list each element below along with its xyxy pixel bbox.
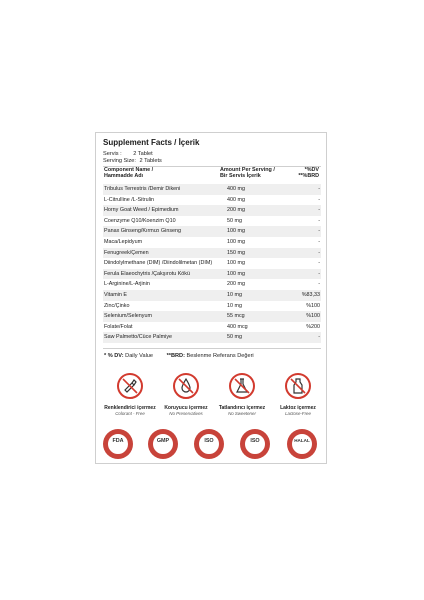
- column-header-name: [104, 167, 153, 180]
- ingredient-dv: -: [318, 217, 320, 224]
- ingredient-name: Maca/Lepidyum: [104, 238, 143, 245]
- table-row: [103, 248, 321, 259]
- serving-size-label: Serving Size:: [103, 158, 136, 164]
- ingredient-name: Ferula Elaeochytris /Çakşırotu Kökü: [104, 270, 190, 277]
- supplement-facts-panel: [95, 132, 327, 464]
- ingredient-name: Zinc/Çinko: [104, 302, 130, 309]
- ingredient-dv: -: [318, 270, 320, 277]
- column-header-name-line2: Hammadde Adı: [104, 173, 144, 180]
- badge-subtitle: Lactose-Free: [285, 411, 311, 416]
- ingredient-amount: 50 mg: [227, 334, 242, 341]
- panel-title: Supplement Facts / İçerik: [103, 138, 200, 147]
- ingredient-name: Folate/Folat: [104, 323, 133, 330]
- serving-size-value: 2 Tablets: [139, 158, 162, 164]
- ingredient-dv: -: [318, 186, 320, 192]
- servis-value: 2 Tablet: [133, 151, 153, 157]
- table-row: [103, 290, 321, 301]
- column-header-dv-line1: *%DV: [304, 167, 319, 173]
- iso-22000-seal-text: ISO: [250, 438, 260, 444]
- ingredient-dv: -: [318, 260, 320, 267]
- ingredient-amount: 400 mcg: [227, 323, 248, 330]
- ingredient-dv: %100: [306, 313, 320, 320]
- table-row: [103, 184, 321, 195]
- badge-subtitle: No Sweetener: [228, 411, 256, 416]
- badge-subtitle: Colorant - Free: [115, 411, 145, 416]
- ingredient-amount: 400 mg: [227, 186, 245, 192]
- table-row: [103, 226, 321, 237]
- ingredient-name: Diindolylmethane (DIM) /Diindolilmetan (DIM): [104, 260, 213, 267]
- table-row: [103, 237, 321, 248]
- ingredient-dv: %100: [306, 302, 320, 309]
- servis-line: [103, 151, 153, 157]
- ingredient-table: [103, 184, 321, 343]
- gmp-seal-icon: [148, 429, 178, 459]
- table-row: [103, 322, 321, 333]
- column-header-amount-line2: Bir Servis İçerik: [220, 173, 261, 180]
- ingredient-name: L-Citrulline /L-Sitrulin: [104, 196, 155, 203]
- ingredient-amount: 100 mg: [227, 260, 245, 267]
- notes-divider: [103, 348, 321, 349]
- ingredient-amount: 55 mcg: [227, 313, 245, 320]
- dv-text: Daily Value: [125, 353, 154, 359]
- lactose-free-icon: [285, 373, 311, 399]
- ingredient-name: Saw Palmetto/Cüce Palmiye: [104, 334, 173, 341]
- ingredient-amount: 50 mg: [227, 217, 242, 224]
- column-header-name-line1: Component Name /: [104, 167, 154, 173]
- dv-key: * % DV:: [104, 353, 124, 359]
- badge-label-sweetener: [214, 405, 270, 416]
- ingredient-dv: -: [318, 196, 320, 203]
- ingredient-amount: 10 mg: [227, 291, 242, 298]
- ingredient-name: Selenium/Selenyum: [104, 313, 152, 320]
- ingredient-name: L-Arginine/L-Arjinin: [104, 281, 150, 288]
- ingredient-dv: -: [318, 249, 320, 256]
- no-sweetener-icon: [229, 373, 255, 399]
- table-row: [103, 332, 321, 343]
- iso-seal-text: ISO: [204, 438, 214, 444]
- table-row: [103, 269, 321, 280]
- table-row: [103, 279, 321, 290]
- ingredient-name: Vitamin E: [104, 291, 127, 298]
- badge-title: Renklendirici içermez: [104, 405, 156, 411]
- column-header-amount: [220, 167, 275, 180]
- table-row: [103, 311, 321, 322]
- ingredient-amount: 150 mg: [227, 249, 245, 256]
- ingredient-dv: -: [318, 334, 320, 341]
- ingredient-amount: 100 mg: [227, 270, 245, 277]
- no-colorant-icon: [117, 373, 143, 399]
- column-header-amount-line1: Amount Per Serving /: [220, 167, 275, 173]
- ingredient-dv: %200: [306, 323, 320, 330]
- column-header-dv-line2: **%BRD: [298, 173, 319, 180]
- ingredient-dv: %83,33: [301, 291, 320, 298]
- ingredient-amount: 100 mg: [227, 238, 245, 245]
- ingredient-amount: 200 mg: [227, 207, 245, 214]
- badge-label-lactose: [270, 405, 326, 416]
- brd-text: Beslenme Referans Değeri: [186, 353, 254, 359]
- halal-seal-icon: [287, 429, 317, 459]
- iso-seal-icon: [194, 429, 224, 459]
- ingredient-amount: 10 mg: [227, 302, 242, 309]
- ingredient-amount: 200 mg: [227, 281, 245, 288]
- halal-seal-text: HALAL: [294, 438, 310, 443]
- iso-22000-seal-icon: [240, 429, 270, 459]
- ingredient-name: Coenzyme Q10/Koenzim Q10: [104, 217, 176, 224]
- badge-label-preservatives: [158, 405, 214, 416]
- ingredient-name: Tribulus Terrestris /Demir Dikeni: [104, 186, 181, 192]
- badge-label-colorant: [102, 405, 158, 416]
- badge-title: Koruyucu içermez: [164, 405, 208, 411]
- column-header-dv: [298, 167, 319, 180]
- table-row: [103, 195, 321, 206]
- ingredient-amount: 400 mg: [227, 196, 245, 203]
- ingredient-name: Horny Goat Weed / Epimedium: [104, 207, 179, 214]
- ingredient-dv: -: [318, 207, 320, 214]
- table-row: [103, 258, 321, 269]
- badge-title: Laktoz içermez: [280, 405, 316, 411]
- ingredient-dv: -: [318, 238, 320, 245]
- table-row: [103, 216, 321, 227]
- serving-size-line: [103, 158, 162, 164]
- gmp-seal-text: GMP: [156, 438, 170, 444]
- no-preservatives-icon: [173, 373, 199, 399]
- badge-subtitle: No Preservatives: [169, 411, 203, 416]
- ingredient-name: Fenugreek/Çemen: [104, 249, 149, 256]
- table-row: [103, 301, 321, 312]
- badge-title: Tatlandırıcı içermez: [218, 405, 266, 411]
- brd-key: **BRD:: [166, 353, 185, 359]
- ingredient-dv: -: [318, 228, 320, 235]
- ingredient-name: Panax Ginseng/Kırmızı Ginseng: [104, 228, 182, 235]
- ingredient-amount: 100 mg: [227, 228, 245, 235]
- footnotes: [104, 353, 254, 359]
- ingredient-dv: -: [318, 281, 320, 288]
- table-row: [103, 205, 321, 216]
- servis-label: Servis :: [103, 151, 122, 157]
- fda-seal-icon: [103, 429, 133, 459]
- fda-seal-text: FDA: [112, 438, 124, 444]
